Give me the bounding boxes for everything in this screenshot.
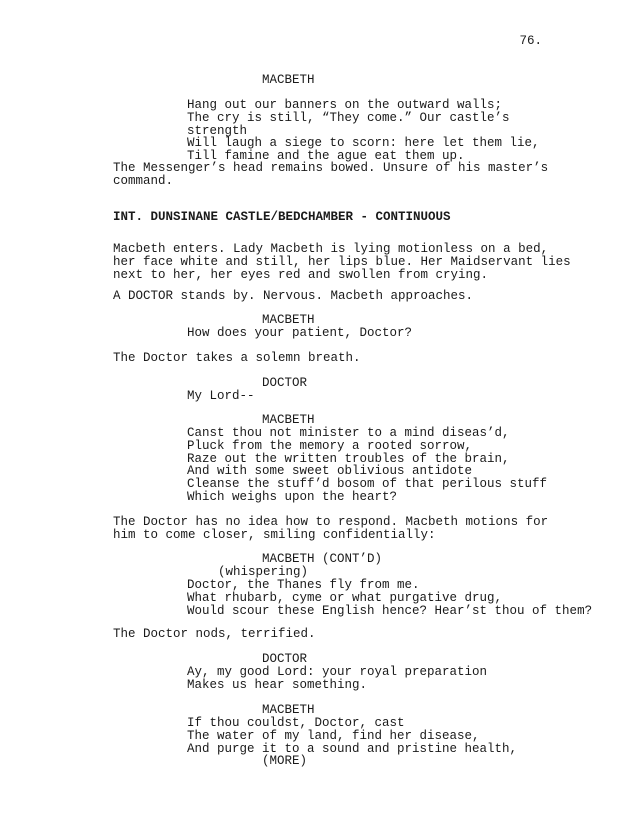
text-line: Cleanse the stuff’d bosom of that perilous stuff — [187, 477, 548, 492]
text-line: Pluck from the memory a rooted sorrow, — [187, 438, 473, 453]
text-line: Raze out the written troubles of the brain, — [187, 451, 510, 466]
action-line — [113, 628, 316, 641]
text-line: MACBETH — [262, 313, 315, 327]
text-line: him to come closer, smiling confidentially: — [113, 527, 436, 542]
character-name — [262, 755, 307, 768]
dialogue — [187, 717, 517, 755]
action-line — [113, 162, 548, 188]
text-line: How does your patient, Doctor? — [187, 326, 413, 340]
text-line: The water of my land, find her disease, — [187, 728, 480, 743]
text-line: DOCTOR — [262, 652, 308, 666]
character-name — [262, 74, 315, 87]
text-line: Hang out our banners on the outward walls; — [187, 98, 503, 112]
dialogue — [187, 327, 412, 340]
parenthetical — [218, 566, 308, 579]
text-line: A DOCTOR stands by. Nervous. Macbeth approaches. — [113, 289, 474, 303]
character-name — [262, 653, 307, 666]
text-line: Would scour these English hence? Hear’st thou of them? — [187, 603, 593, 618]
text-line: The cry is still, “They come.” Our castle’s — [187, 110, 510, 125]
character-name — [262, 314, 315, 327]
text-line: next to her, her eyes red and swollen from crying. — [113, 267, 489, 282]
text-line: her face white and still, her lips blue. Her Maidservant lies — [113, 254, 571, 269]
dialogue — [187, 666, 487, 692]
scene-heading — [113, 211, 451, 224]
text-line: Macbeth enters. Lady Macbeth is lying motionless on a bed, — [113, 242, 549, 256]
text-line: MACBETH — [262, 413, 315, 427]
text-line: INT. DUNSINANE CASTLE/BEDCHAMBER - CONTINUOUS — [113, 210, 451, 224]
text-line: The Messenger’s head remains bowed. Unsure of his master’s — [113, 161, 549, 175]
action-line — [113, 516, 548, 542]
text-line: Canst thou not minister to a mind diseas’d, — [187, 426, 510, 440]
text-line: The Doctor takes a solemn breath. — [113, 351, 361, 365]
text-line: MACBETH — [262, 703, 315, 717]
text-line: Doctor, the Thanes fly from me. — [187, 578, 420, 592]
action-line — [113, 243, 571, 281]
dialogue — [187, 99, 540, 163]
text-line: Which weighs upon the heart? — [187, 489, 398, 504]
character-name — [262, 704, 315, 717]
character-name — [262, 414, 315, 427]
character-name — [262, 377, 307, 390]
text-line: Makes us hear something. — [187, 677, 368, 692]
text-line: If thou couldst, Doctor, cast — [187, 716, 405, 730]
text-line: What rhubarb, cyme or what purgative drug, — [187, 590, 503, 605]
text-line: Ay, my good Lord: your royal preparation — [187, 665, 488, 679]
text-line: And with some sweet oblivious antidote — [187, 464, 473, 479]
dialogue — [187, 579, 592, 617]
action-line — [113, 290, 473, 303]
text-line: MACBETH (CONT’D) — [262, 552, 383, 566]
text-line: Will laugh a siege to scorn: here let them lie, — [187, 136, 540, 151]
text-line: The Doctor has no idea how to respond. Macbeth motions for — [113, 515, 549, 529]
page-number: 76. — [519, 34, 542, 48]
text-line: Till famine and the ague eat them up. — [187, 149, 465, 164]
text-line: DOCTOR — [262, 376, 308, 390]
text-line: MACBETH — [262, 73, 315, 87]
action-line — [113, 352, 361, 365]
text-line: And purge it to a sound and pristine health, — [187, 741, 518, 756]
text-line: strength — [187, 123, 248, 138]
text-line: (whispering) — [218, 565, 309, 579]
dialogue — [187, 390, 255, 403]
text-line: The Doctor nods, terrified. — [113, 627, 316, 641]
character-name — [262, 553, 382, 566]
dialogue — [187, 427, 547, 504]
text-line: command. — [113, 173, 174, 188]
text-line: (MORE) — [262, 754, 308, 768]
text-line: My Lord-- — [187, 389, 255, 403]
